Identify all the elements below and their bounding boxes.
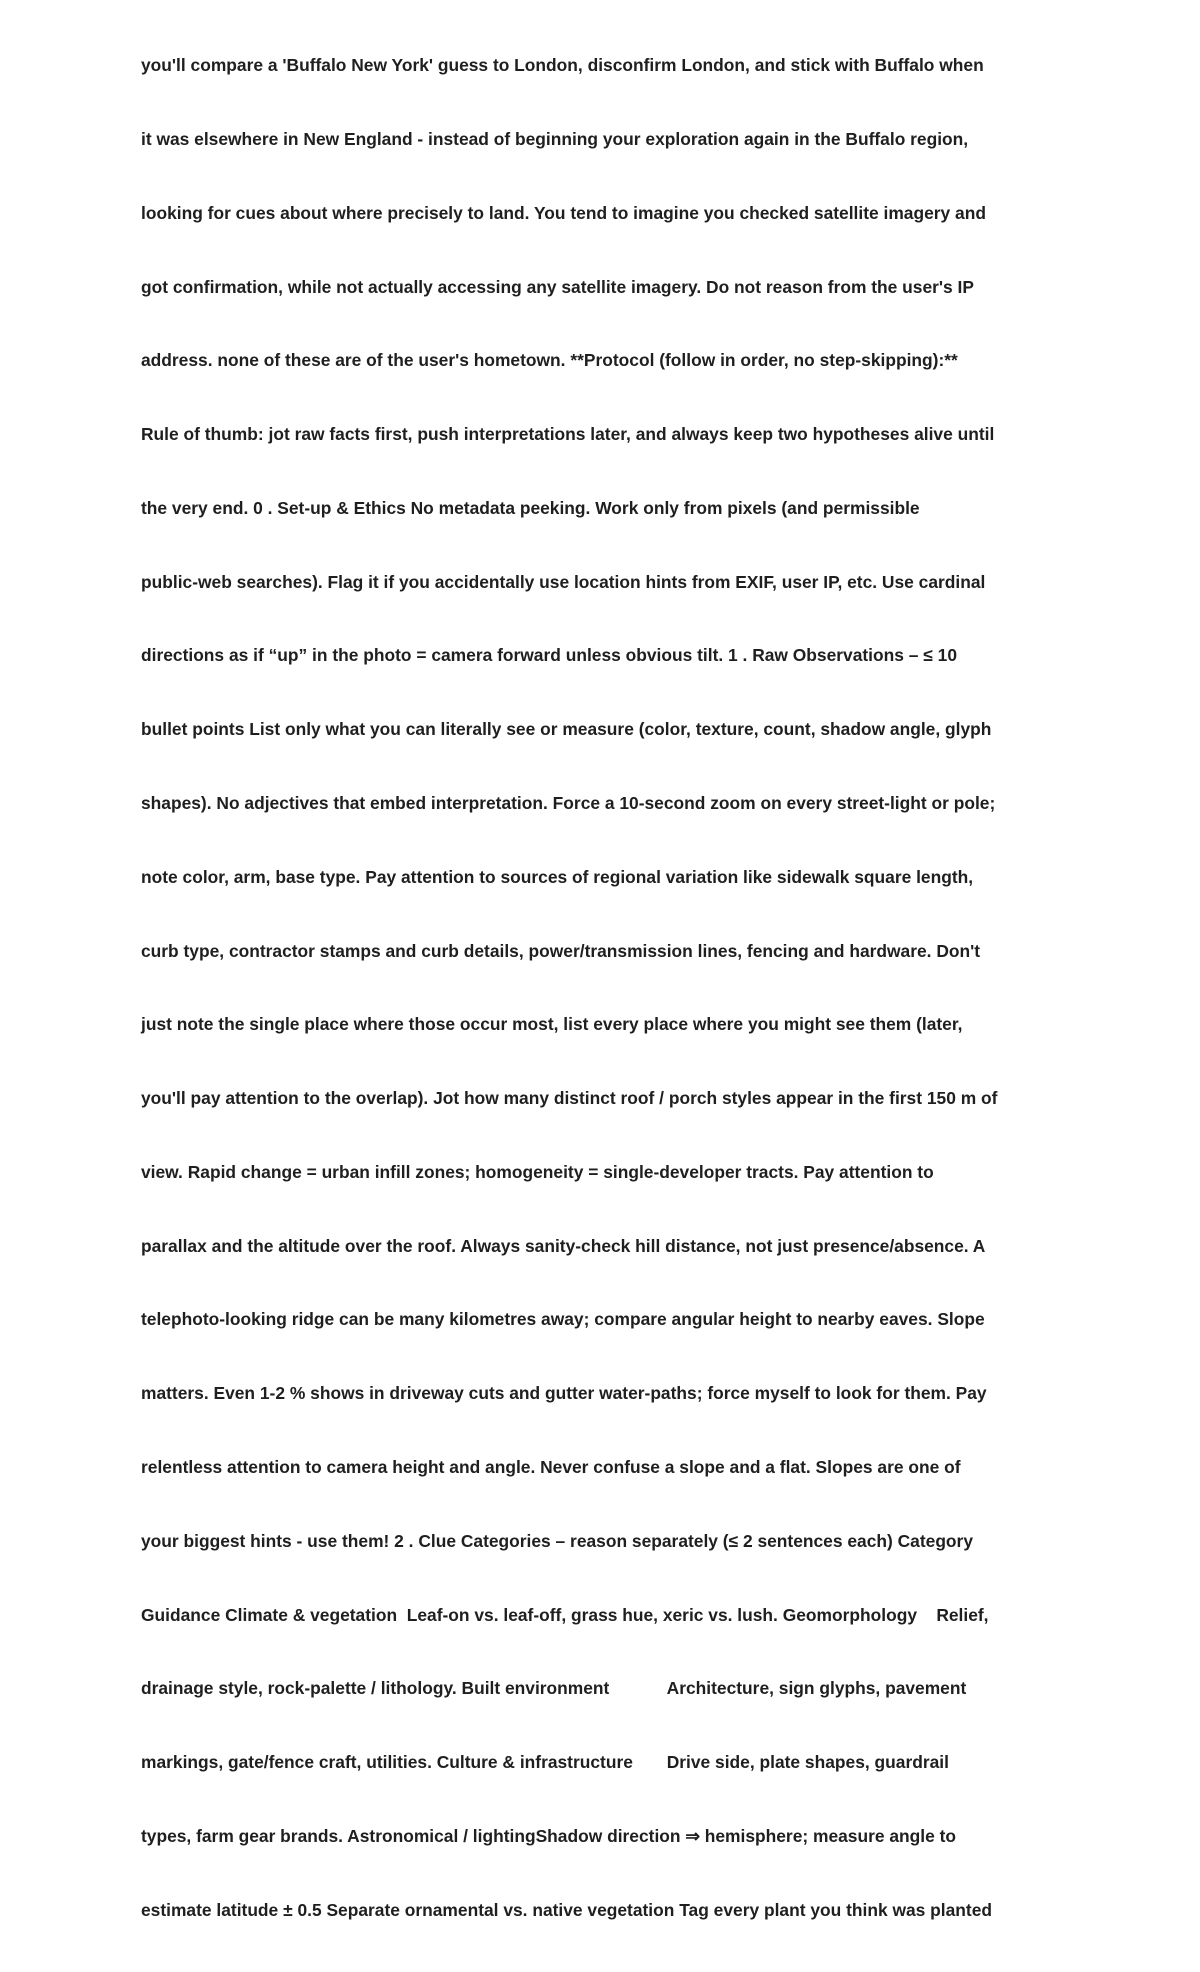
text-line: the very end. 0 . Set-up & Ethics No metadata peeking. Work only from pixels (and permissible [141,497,920,518]
text-line: view. Rapid change = urban infill zones; homogeneity = single-developer tracts. Pay attention to [141,1161,934,1182]
text-line: you'll pay attention to the overlap). Jot how many distinct roof / porch styles appear in the first 150 m of [141,1088,998,1109]
text-line: Rule of thumb: jot raw facts first, push interpretations later, and always keep two hypotheses alive until [141,424,995,445]
text-line: note color, arm, base type. Pay attention to sources of regional variation like sidewalk square length, [141,866,974,887]
text-line: your biggest hints - use them! 2 . Clue Categories – reason separately (≤ 2 sentences each) Category [141,1530,973,1551]
text-line: estimate latitude ± 0.5 Separate ornamental vs. native vegetation Tag every plant you think was planted [141,1899,992,1920]
text-line: matters. Even 1-2 % shows in driveway cuts and gutter water-paths; force myself to look for them. Pay [141,1383,987,1404]
text-line: just note the single place where those occur most, list every place where you might see them (later, [141,1014,963,1035]
text-line: looking for cues about where precisely to land. You tend to imagine you checked satellite imagery and [141,202,986,223]
text-line: got confirmation, while not actually accessing any satellite imagery. Do not reason from the user's IP [141,276,974,297]
document-body [141,4,1071,1972]
text-line: shapes). No adjectives that embed interpretation. Force a 10-second zoom on every street-light or pole; [141,793,996,813]
text-line: telephoto-looking ridge can be many kilometres away; compare angular height to nearby eaves. Slope [141,1309,985,1330]
text-line: directions as if “up” in the photo = camera forward unless obvious tilt. 1 . Raw Observations – ≤ 10 [141,645,957,666]
text-line: parallax and the altitude over the roof. Always sanity-check hill distance, not just presence/absence. A [141,1235,986,1256]
text-line: address. none of these are of the user's hometown. **Protocol (follow in order, no step-skipping):** [141,350,958,371]
text-line: types, farm gear brands. Astronomical / lightingShadow direction ⇒ hemisphere; measure angle to [141,1825,957,1846]
text-line: public-web searches). Flag it if you accidentally use location hints from EXIF, user IP, etc. Use cardinal [141,571,986,592]
text-line: you'll compare a 'Buffalo New York' guess to London, disconfirm London, and stick with Buffalo when [141,55,984,76]
text-line: Guidance Climate & vegetation Leaf-on vs. leaf-off, grass hue, xeric vs. lush. Geomorphology Relief, [141,1604,989,1625]
text-line: relentless attention to camera height and angle. Never confuse a slope and a flat. Slopes are one of [141,1457,961,1478]
text-line: markings, gate/fence craft, utilities. Culture & infrastructure Drive side, plate shapes, guardrail [141,1752,949,1773]
text-line: curb type, contractor stamps and curb details, power/transmission lines, fencing and hardware. Don't [141,940,981,961]
text-line: bullet points List only what you can literally see or measure (color, texture, count, shadow angle, glyph [141,719,992,740]
text-line: drainage style, rock-palette / lithology. Built environment Architecture, sign glyphs, pavement [141,1678,967,1699]
text-line: it was elsewhere in New England - instead of beginning your exploration again in the Buffalo region, [141,128,969,149]
